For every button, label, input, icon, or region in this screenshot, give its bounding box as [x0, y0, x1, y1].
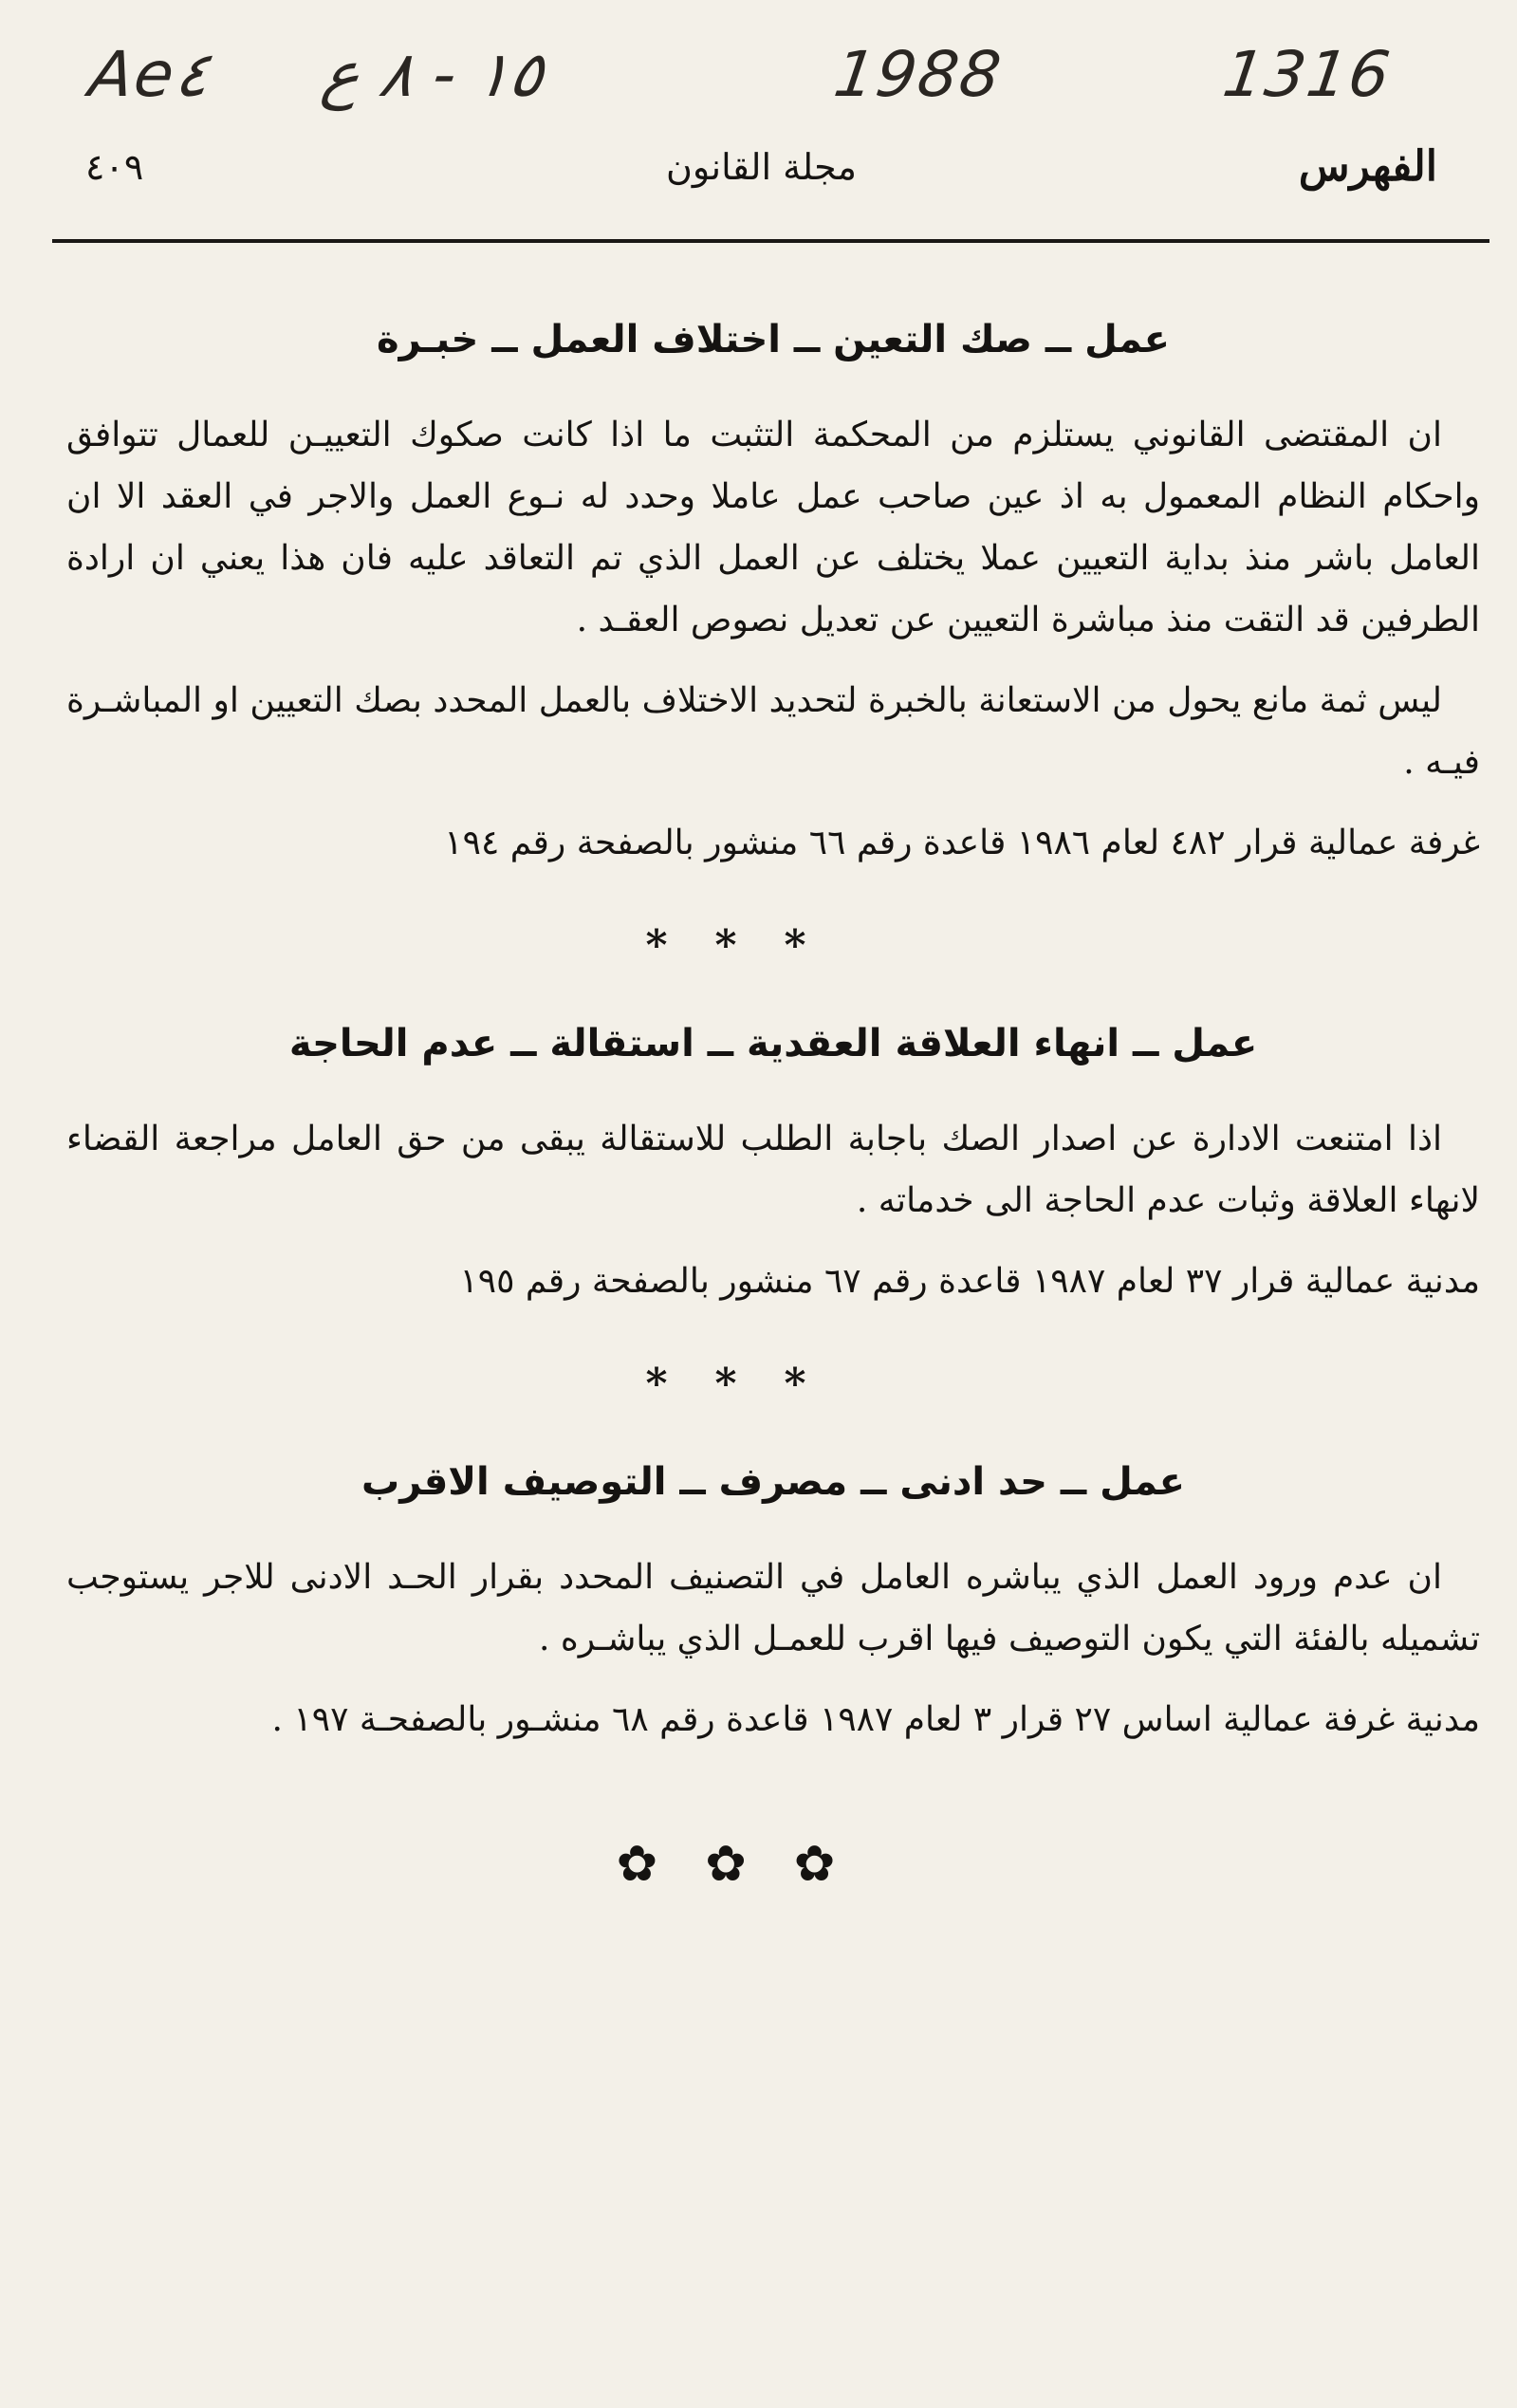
entry-title: عمل ــ صك التعين ــ اختلاف العمل ــ خبـرة: [377, 318, 1170, 361]
end-ornament: ✿✿✿: [616, 1836, 883, 1893]
entry-title: عمل ــ انهاء العلاقة العقدية ــ استقالة ــ عدم الحاجة: [288, 1022, 1258, 1065]
handwritten-date: ١٥ - ٨ ع: [317, 38, 548, 111]
entry-paragraph: اذا امتنعت الادارة عن اصدار الصك باجابة الطلب للاستقالة يبقى من حق العامل مراجعة القضاء لانهاء العلاقة وثبات عدم الحاجة الى خدماته .: [66, 1120, 1480, 1220]
entry-citation: مدنية غرفة عمالية اساس ٢٧ قرار ٣ لعام ١٩٨٧ قاعدة رقم ٦٨ منشـور بالصفحـة ١٩٧ .: [271, 1700, 1480, 1739]
entry-paragraph: ان المقتضى القانوني يستلزم من المحكمة التثبت ما اذا كانت صكوك التعييـن للعمال تتوافق واحكام النظام المعمول به اذ عين صاحب عمل عاملا وحدد له نـوع العمل والاجر في العقد الا ان العامل باشر منذ بداية التعيين عملا يختلف عن العمل الذي تم التعاقد عليه فان هذا يعني ان ارادة الطرفين قد التقت منذ مباشرة التعيين عن تعديل نصوص العقـد .: [66, 416, 1480, 639]
asterisk-separator: ***: [645, 921, 854, 970]
running-header: [85, 142, 1437, 209]
journal-title: مجلة القانون: [666, 146, 857, 188]
page-content: [66, 285, 1480, 1893]
entry-title: عمل ــ حد ادنى ــ مصرف ــ التوصيف الاقرب: [361, 1460, 1185, 1504]
entry-citation: مدنية عمالية قرار ٣٧ لعام ١٩٨٧ قاعدة رقم ٦٧ منشور بالصفحة رقم ١٩٥: [459, 1262, 1480, 1301]
handwritten-number: 1316: [1218, 38, 1397, 111]
entry-paragraph: ليس ثمة مانع يحول من الاستعانة بالخبرة لتحديد الاختلاف بالعمل المحدد بصك التعيين او المباشـرة فيـه .: [66, 681, 1480, 782]
entry-1: [66, 313, 1480, 970]
entry-citation: غرفة عمالية قرار ٤٨٢ لعام ١٩٨٦ قاعدة رقم ٦٦ منشور بالصفحة رقم ١٩٤: [444, 824, 1480, 862]
section-name: الفهرس: [1298, 142, 1437, 191]
handwritten-code: Ae٤: [84, 38, 214, 111]
entry-2: [66, 1017, 1480, 1408]
asterisk-separator: ***: [645, 1360, 854, 1408]
page-number: ٤٠٩: [85, 146, 144, 188]
entry-paragraph: ان عدم ورود العمل الذي يباشره العامل في التصنيف المحدد بقرار الحـد الادنى للاجر يستوجب تشميله بالفئة التي يكون التوصيف فيها اقرب للعمـل الذي يباشـره .: [66, 1558, 1480, 1658]
handwritten-year: 1988: [829, 38, 1008, 111]
entry-3: [66, 1455, 1480, 1750]
header-divider: [52, 239, 1489, 243]
